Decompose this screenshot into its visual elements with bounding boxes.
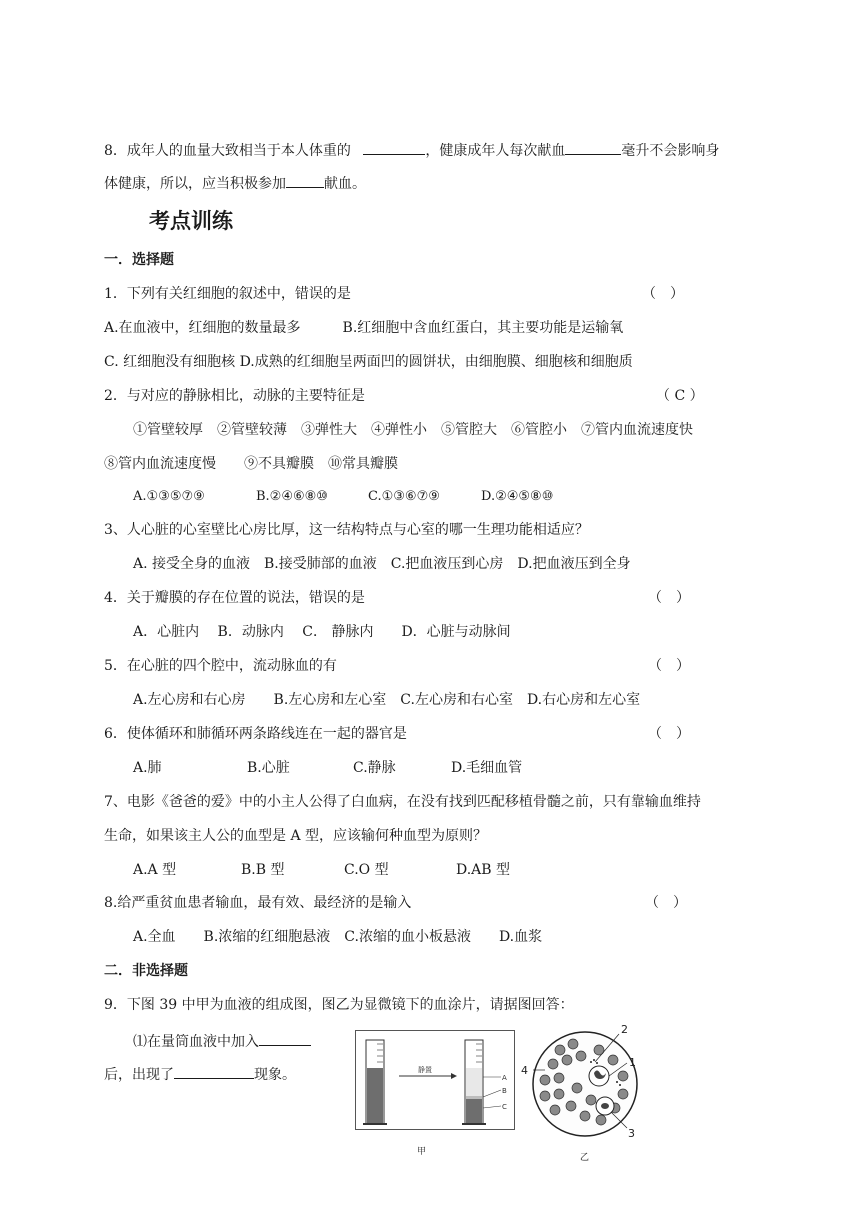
blood-smear-figure <box>515 1020 655 1148</box>
q2-features-line1: ①管壁较厚 ②管壁较薄 ③弹性大 ④弹性小 ⑤管腔大 ⑥管腔小 ⑦管内血流速度快 <box>133 422 693 438</box>
q6-option-d[interactable]: D.毛细血管 <box>451 760 523 776</box>
q1-options-line2: A.在血液中，红细胞的数量最多 B.红细胞中含血红蛋白，其主要功能是运输氧 <box>104 320 624 336</box>
cell-label-4: 4 <box>521 1064 528 1077</box>
q6-option-c[interactable]: C.静脉 <box>353 760 396 776</box>
q8-stem: 8.给严重贫血患者输血，最有效、最经济的是输入 <box>104 895 412 911</box>
q1-answer-paren[interactable]: （ ） <box>642 286 684 302</box>
arrow-label: 静置 <box>418 1066 432 1074</box>
cylinder-before-icon <box>363 1040 387 1124</box>
section-title: 考点训练 <box>149 209 233 233</box>
blank-blood-ratio[interactable] <box>363 140 425 155</box>
layer-label-b: B <box>502 1087 507 1095</box>
blank-donation-ml[interactable] <box>565 140 621 155</box>
q2-option-a[interactable]: A.①③⑤⑦⑨ <box>133 489 205 504</box>
q8-options: A.全血 B.浓缩的红细胞悬液 C.浓缩的血小板悬液 D.血浆 <box>133 929 543 945</box>
q2-answer-paren[interactable]: （ C ） <box>656 388 704 404</box>
q5-answer-paren[interactable]: （ ） <box>648 658 690 674</box>
blank-phenomenon[interactable] <box>174 1064 254 1079</box>
q1-stem: 1．下列有关红细胞的叙述中，错误的是 <box>104 286 351 302</box>
q6-answer-paren[interactable]: （ ） <box>648 726 690 742</box>
q4-options: A．心脏内 B．动脉内 C． 静脉内 D．心脏与动脉间 <box>133 624 511 640</box>
q4-answer-paren[interactable]: （ ） <box>648 590 690 606</box>
cell-label-3: 3 <box>628 1127 635 1140</box>
q2-stem: 2．与对应的静脉相比，动脉的主要特征是 <box>104 388 365 404</box>
q7-option-a[interactable]: A.A 型 <box>133 862 177 878</box>
q7-stem-line2: 生命，如果该主人公的血型是 A 型，应该输何种血型为原则？ <box>104 828 488 844</box>
part1-title: 一．选择题 <box>104 252 174 268</box>
q2-option-c[interactable]: C.①③⑥⑦⑨ <box>368 489 440 504</box>
q2-features-line2: ⑧管内血流速度慢 ⑨不具瓣膜 ⑩常具瓣膜 <box>104 456 398 472</box>
layer-label-c: C <box>502 1103 507 1111</box>
q6-stem: 6．使体循环和肺循环两条路线连在一起的器官是 <box>104 726 407 742</box>
cell-label-2: 2 <box>621 1023 628 1036</box>
q3-options: A. 接受全身的血液 B.接受肺部的血液 C.把血液压到心房 D.把血液压到全身 <box>133 556 631 572</box>
figure-caption-yi: 乙 <box>580 1153 590 1163</box>
q7-option-b[interactable]: B.B 型 <box>241 862 285 878</box>
q1-options-line3: C. 红细胞没有细胞核 D.成熟的红细胞呈两面凹的圆饼状，由细胞膜、细胞核和细胞质 <box>104 354 633 370</box>
blank-donation-type[interactable] <box>286 173 324 188</box>
q3-stem: 3、人心脏的心室壁比心房比厚，这一结构特点与心室的哪一生理功能相适应？ <box>104 522 589 538</box>
q6-option-b[interactable]: B.心脏 <box>247 760 290 776</box>
cell-label-1: 1 <box>629 1056 636 1069</box>
q9-stem: 9．下图 39 中甲为血液的组成图，图乙为显微镜下的血涂片，请据图回答： <box>104 997 574 1013</box>
blood-composition-figure <box>355 1030 515 1140</box>
q5-stem: 5．在心脏的四个腔中，流动脉血的有 <box>104 658 337 674</box>
q2-option-d[interactable]: D.②④⑤⑧⑩ <box>481 489 554 504</box>
q8-intro-line2: 体健康，所以，应当积极参加 献血。 <box>104 173 366 193</box>
part2-title: 二．非选择题 <box>104 963 188 979</box>
q2-option-b[interactable]: B.②④⑥⑧⑩ <box>256 489 328 504</box>
figure-caption-jia: 甲 <box>417 1147 427 1157</box>
q5-options: A.左心房和右心房 B.左心房和左心室 C.左心房和右心室 D.右心房和左心室 <box>133 692 641 708</box>
q9-sub1-line2: 后，出现了 现象。 <box>104 1064 296 1084</box>
q4-stem: 4．关于瓣膜的存在位置的说法，错误的是 <box>104 590 365 606</box>
q8-answer-paren[interactable]: （ ） <box>645 895 687 911</box>
q7-option-c[interactable]: C.O 型 <box>344 862 389 878</box>
blank-anticoagulant[interactable] <box>259 1031 311 1046</box>
q7-option-d[interactable]: D.AB 型 <box>456 862 511 878</box>
q6-option-a[interactable]: A.肺 <box>133 760 162 776</box>
q7-stem: 7、电影《爸爸的爱》中的小主人公得了白血病，在没有找到匹配移植骨髓之前，只有靠输血维持 <box>104 794 701 810</box>
layer-label-a: A <box>502 1074 507 1082</box>
q8-intro-line1: 8．成年人的血量大致相当于本人体重的 ，健康成年人每次献血 毫升不会影响身 <box>104 140 719 160</box>
q9-sub1-line1: ⑴在量筒血液中加入 <box>133 1031 311 1051</box>
